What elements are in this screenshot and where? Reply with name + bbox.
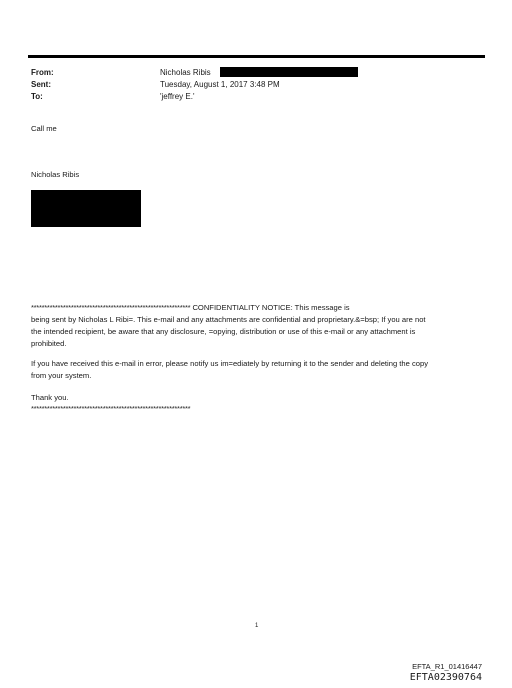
confidentiality-line-1: CONFIDENTIALITY NOTICE: This message is <box>192 303 350 312</box>
from-label: From: <box>31 68 54 77</box>
stars-separator-bottom: ************************************************************ <box>31 404 191 413</box>
email-body: Call me <box>31 124 57 133</box>
to-value: 'jeffrey E.' <box>160 92 195 101</box>
footer-bates-id-2: EFTA02390764 <box>409 672 482 683</box>
confidentiality-line-3: the intended recipient, be aware that any disclosure, =opying, distribution or use of this e-mail or any attachment is <box>31 327 416 336</box>
page-number: 1 <box>255 623 259 629</box>
stars-separator-top: ************************************************************ <box>31 303 191 312</box>
to-label: To: <box>31 92 43 101</box>
error-line-1: If you have received this e-mail in error, please notify us im=ediately by returning it to the sender and deleting the copy <box>31 359 428 368</box>
from-value: Nicholas Ribis <box>160 68 211 77</box>
confidentiality-notice <box>31 302 476 350</box>
signature-name: Nicholas Ribis <box>31 170 80 179</box>
error-line-2: from your system. <box>31 371 92 380</box>
footer-bates-id-1: EFTA_R1_01416447 <box>412 662 482 671</box>
redaction-signature-block <box>31 190 141 227</box>
thanks-text: Thank you. <box>31 393 69 402</box>
confidentiality-line-4: prohibited. <box>31 339 67 348</box>
error-notice <box>31 358 476 382</box>
sent-value: Tuesday, August 1, 2017 3:48 PM <box>160 80 280 89</box>
sent-label: Sent: <box>31 80 51 89</box>
header-rule <box>28 55 485 58</box>
redaction-from-email <box>220 67 358 77</box>
confidentiality-line-2: being sent by Nicholas L Ribi=. This e-mail and any attachments are confidential and proprietary.&=bsp; If you are not <box>31 315 426 324</box>
